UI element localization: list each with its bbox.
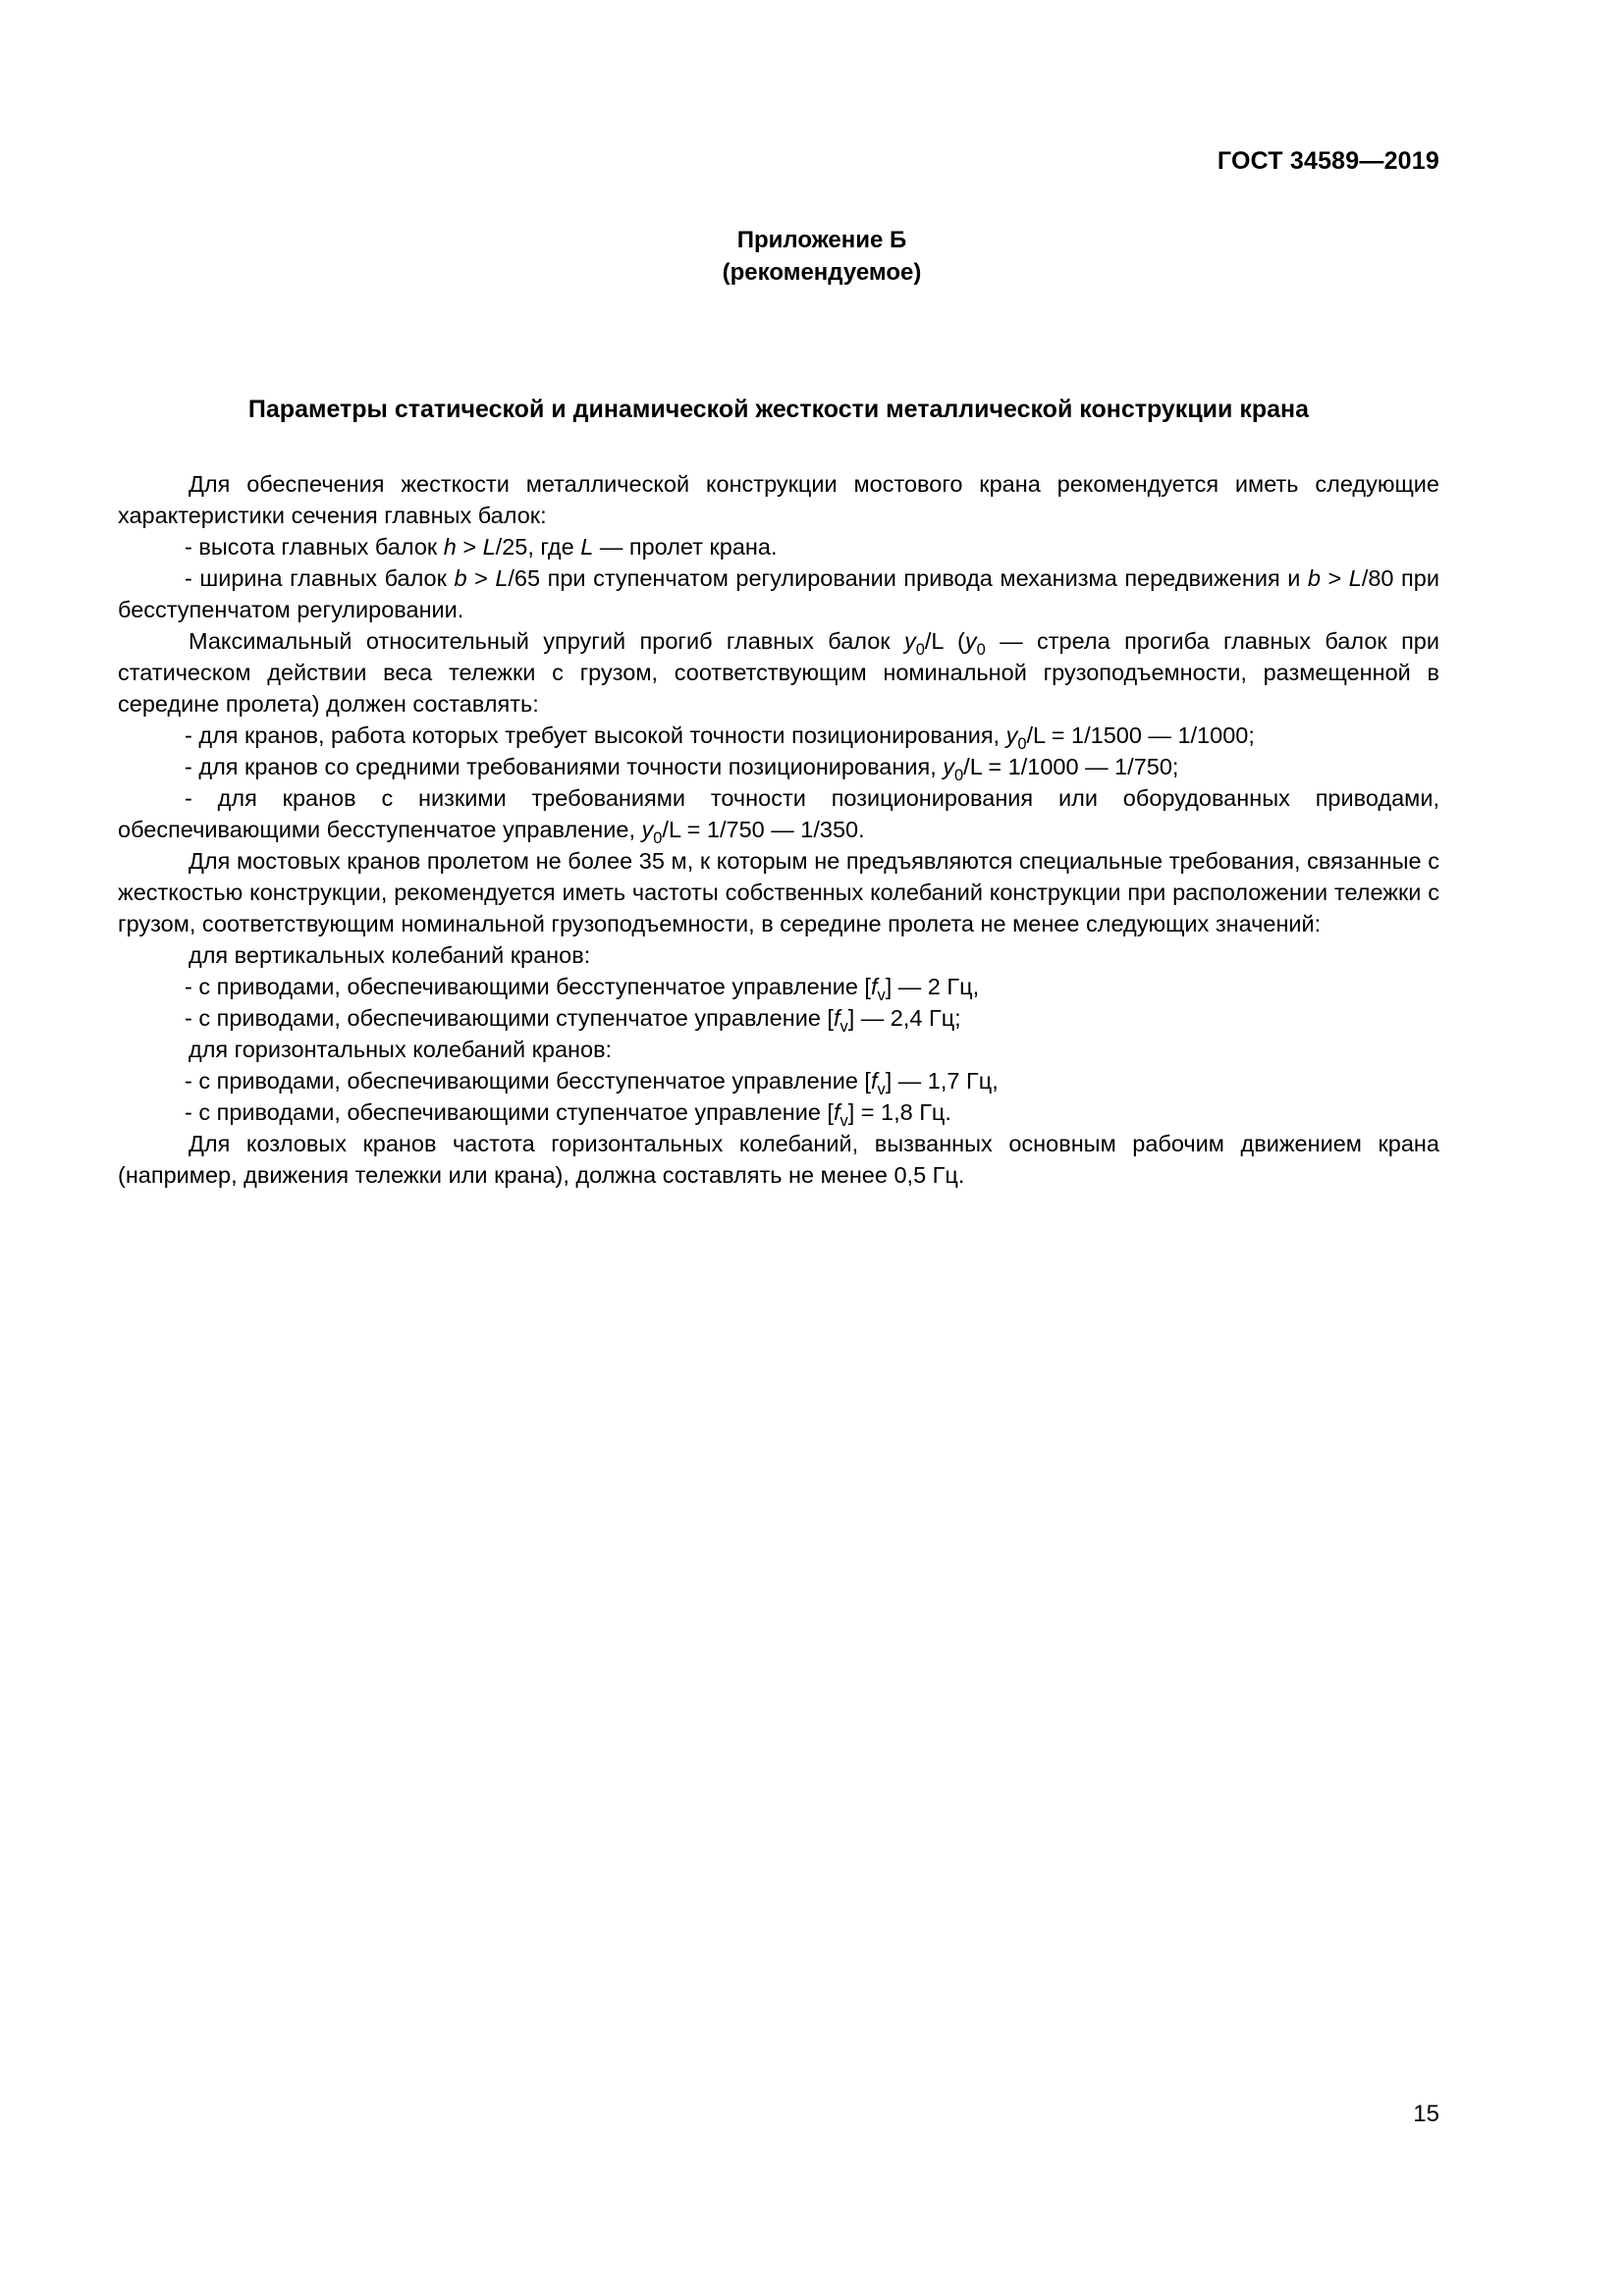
standard-designation: ГОСТ 34589—2019 — [1217, 147, 1439, 175]
paragraph: Для козловых кранов частота горизонтальных колебаний, вызванных основным рабочим движением крана (например, движения тележки или крана), должна составлять не менее 0,5 Гц. — [118, 1131, 1439, 1188]
list-item: - с приводами, обеспечивающими ступенчатое управление $[f_v] = 1,8$ Гц. — [185, 1099, 951, 1130]
appendix-heading — [0, 224, 1624, 289]
paragraph: Для мостовых кранов пролетом не более 35 м, к которым не предъявляются специальные требования, связанные с жесткостью конструкции, рекомендуется иметь частоты собственных колебаний конструкции при расположении тележки с грузом, соответствующим номинальной грузоподъемности, в середине пролета не менее следующих значений: — [118, 848, 1439, 936]
paragraph: для горизонтальных колебаний кранов: — [189, 1037, 613, 1062]
paragraph: Для обеспечения жесткости металлической конструкции мостового крана рекомендуется иметь следующие характеристики сечения главных балок: — [118, 471, 1439, 528]
list-item: - высота главных балок h > L/25, где L — пролет крана. — [185, 534, 778, 560]
paragraph: для вертикальных колебаний кранов: — [189, 942, 591, 968]
body-text — [118, 468, 1439, 1191]
appendix-title: Приложение Б — [736, 227, 907, 253]
page-number: 15 — [1413, 2101, 1439, 2127]
appendix-status: (рекомендуемое) — [722, 259, 922, 286]
paragraph: Максимальный относительный упругий прогиб главных балок $y_0/L$ ($y_0$ — стрела прогиба главных балок при статическом действии веса тележки с грузом, соответствующим номинальной грузоподъемности, размещенной в середине пролета) должен составлять: — [118, 628, 1439, 717]
list-item: - с приводами, обеспечивающими ступенчатое управление $[f_v]$ — 2,4 Гц; — [185, 1005, 961, 1036]
section-title: Параметры статической и динамической жесткости металлической конструкции крана — [247, 396, 1310, 423]
list-item: - для кранов, работа которых требует высокой точности позиционирования, $y_0/L = 1/1500$ — 1/1000; — [185, 722, 1255, 753]
list-item: - для кранов с низкими требованиями точности позиционирования или оборудованных приводами, обеспечивающими бесступенчатое управление, $y_0/L = 1/750$ — 1/350. — [118, 785, 1439, 847]
list-item: - для кранов со средними требованиями точности позиционирования, $y_0/L = 1/1000$ — 1/750; — [185, 754, 1179, 784]
list-item: - с приводами, обеспечивающими бесступенчатое управление $[f_v]$ — 1,7 Гц, — [185, 1068, 999, 1098]
list-item: - с приводами, обеспечивающими бесступенчатое управление $[f_v]$ — 2 Гц, — [185, 974, 980, 1004]
list-item: - ширина главных балок b > L/65 при ступенчатом регулировании привода механизма передвижения и b > L/80 при бесступенчатом регулировании. — [118, 565, 1439, 622]
